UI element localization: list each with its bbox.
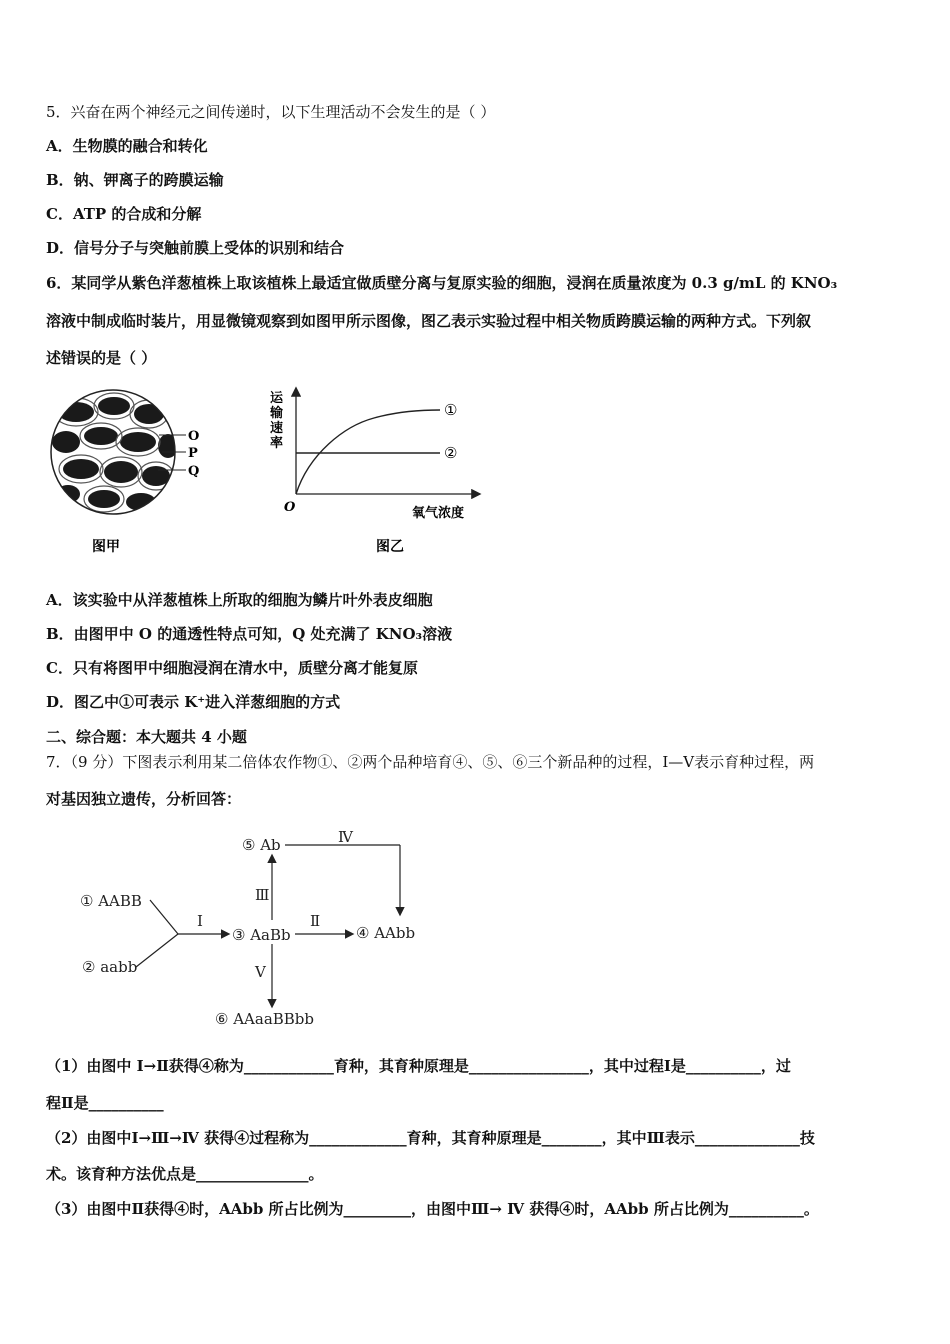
section-heading: 二、综合题：本大题共 4 小题 <box>46 728 247 746</box>
node-3: ③ AaBb <box>232 926 291 944</box>
q7-sub2-line2: 术。该育种方法优点是_______________。 <box>46 1165 324 1183</box>
q6-stem-line3: 述错误的是（ ） <box>46 349 157 367</box>
q6-option-d: D．图乙中①可表示 K⁺进入洋葱细胞的方式 <box>46 693 341 711</box>
fig-jia-label-p: P <box>188 446 198 461</box>
node-2: ② aabb <box>82 958 138 976</box>
q6-stem-line2: 溶液中制成临时装片，用显微镜观察到如图甲所示图像，图乙表示实验过程中相关物质跨膜运输的两种方式。下列叙 <box>46 312 812 330</box>
q6-option-a: A．该实验中从洋葱植株上所取的细胞为鳞片叶外表皮细胞 <box>46 591 433 609</box>
process-4: Ⅳ <box>338 828 353 846</box>
q5-option-d: D．信号分子与突触前膜上受体的识别和结合 <box>46 239 345 257</box>
process-1: Ⅰ <box>197 912 203 930</box>
fig-yi-xlabel: 氧气浓度 <box>412 506 465 521</box>
q7-stem-line2: 对基因独立遗传，分析回答： <box>46 790 242 808</box>
q5-option-a: A．生物膜的融合和转化 <box>46 137 208 155</box>
q7-sub2-line1: （2）由图中Ⅰ→Ⅲ→Ⅳ 获得④过程称为_____________育种，其育种原理是________，其中Ⅲ表示______________技 <box>46 1129 815 1147</box>
node-4: ④ AAbb <box>356 924 416 942</box>
fig-jia-caption: 图甲 <box>92 539 120 555</box>
q7-sub1-line2: 程Ⅱ是__________ <box>46 1094 164 1112</box>
fig-yi-ylabel-2: 输 <box>270 406 284 421</box>
q6-option-b: B．由图甲中 O 的通透性特点可知，Q 处充满了 KNO₃溶液 <box>46 625 453 643</box>
process-5: Ⅴ <box>255 963 266 981</box>
fig-yi-ylabel-1: 运 <box>270 391 284 406</box>
fig-yi-ylabel-3: 速 <box>270 421 284 436</box>
node-1: ① AABB <box>80 892 142 910</box>
q6-option-c: C．只有将图甲中细胞浸润在清水中，质壁分离才能复原 <box>46 659 418 677</box>
figure-yi-graph <box>264 384 494 564</box>
node-6: ⑥ AAaaBBbb <box>215 1010 315 1028</box>
q7-sub3: （3）由图中Ⅱ获得④时，AAbb 所占比例为_________，由图中Ⅲ→ Ⅳ 获得④时，AAbb 所占比例为__________。 <box>46 1200 819 1218</box>
q7-stem-line1: 7．（9 分）下图表示利用某二倍体农作物①、②两个品种培育④、⑤、⑥三个新品种的过程，Ⅰ—Ⅴ表示育种过程，两 <box>46 753 815 771</box>
fig-yi-ylabel-4: 率 <box>270 436 284 451</box>
breeding-diagram <box>70 820 450 1035</box>
fig-jia-label-q: Q <box>188 464 200 479</box>
curve-2-label: ② <box>444 444 458 462</box>
q5-stem: 5．兴奋在两个神经元之间传递时，以下生理活动不会发生的是（ ） <box>46 103 496 121</box>
q6-stem-line1: 6．某同学从紫色洋葱植株上取该植株上最适宜做质壁分离与复原实验的细胞，浸润在质量浓度为 0.3 g/mL 的 KNO₃ <box>46 274 838 292</box>
figure-jia-micrograph <box>46 384 216 564</box>
q7-sub1-line1: （1）由图中 Ⅰ→Ⅱ获得④称为____________育种，其育种原理是________________，其中过程Ⅰ是__________，过 <box>46 1057 791 1075</box>
curve-1-line <box>296 410 440 494</box>
q5-option-c: C．ATP 的合成和分解 <box>46 205 202 223</box>
fig-yi-caption: 图乙 <box>376 539 404 555</box>
curve-1-label: ① <box>444 401 458 419</box>
q5-option-b: B．钠、钾离子的跨膜运输 <box>46 171 224 189</box>
fig-jia-label-o: O <box>188 429 200 444</box>
process-2: Ⅱ <box>310 912 321 930</box>
fig-yi-origin: O <box>284 500 296 515</box>
node-5: ⑤ Ab <box>242 836 281 854</box>
process-3: Ⅲ <box>255 886 270 904</box>
